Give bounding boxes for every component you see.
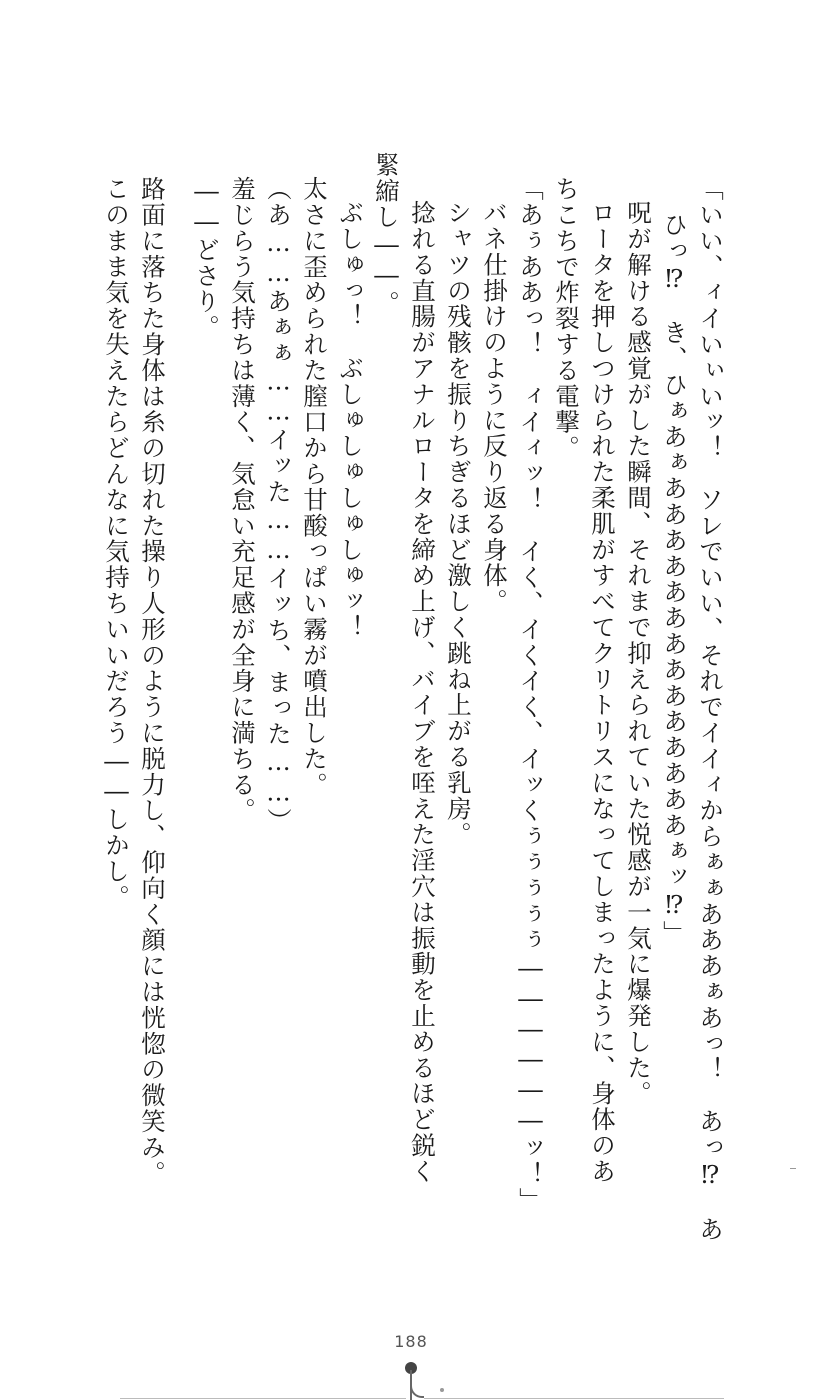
text-line: 路面に落ちた身体は糸の切れた操り人形のように脱力し、仰向く顔には恍惚の微笑み。 — [138, 176, 167, 1187]
text-line: シャツの残骸を振りちぎるほど激しく跳ね上がる乳房。 — [444, 200, 473, 848]
text-line: バネ仕掛けのように反り返る身体。 — [480, 200, 509, 615]
text-line: ――どさり。 — [192, 176, 221, 341]
footer-rule-right — [424, 1398, 724, 1399]
footer-rule-left — [120, 1398, 406, 1399]
text-line: ちこちで炸裂する電撃。 — [552, 176, 581, 461]
page-number: 188 — [394, 1332, 428, 1351]
margin-mark — [790, 1168, 796, 1169]
text-line: （あ……あぁぁ……イッた……イッち、まった……） — [264, 176, 293, 834]
text-line: ぶしゅっ！ ぶしゅしゅしゅしゅッ！ — [336, 200, 365, 641]
text-line: 呪が解ける感覚がした瞬間、それまで抑えられていた悦感が一気に爆発した。 — [624, 200, 653, 1107]
text-line: このまま気を失えたらどんなに気持ちいいだろう――しかし。 — [102, 176, 131, 911]
footer-ornament-dot — [440, 1388, 444, 1392]
text-line: ひっ⁉ き、ひぁあぁああああああああああああああぁッ⁉」 — [660, 212, 689, 947]
text-line: 緊縮し――。 — [372, 152, 401, 317]
text-line: 「いい、ィイいぃいッ！ ソレでいい、それでイイィからぁぁあああぁあっ！ あっ⁉ あ — [696, 176, 725, 1243]
page-ornament-curve — [410, 1384, 424, 1398]
text-line: 捻れる直腸がアナルロータを締め上げ、バイブを咥えた淫穴は振動を止めるほど鋭く — [408, 200, 437, 1185]
text-line: 「あぅああっ！ ィイィッ！ イく、イくイく、イッくぅぅぅぅぅ――――――ッ！」 — [516, 176, 545, 1214]
text-line: 太さに歪められた膣口から甘酸っぱい霧が噴出した。 — [300, 176, 329, 798]
text-line: ロータを押しつけられた柔肌がすべてクリトリスになってしまったように、身体のあ — [588, 200, 617, 1185]
text-line: 羞じらう気持ちは薄く、気怠い充足感が全身に満ちる。 — [228, 176, 257, 824]
